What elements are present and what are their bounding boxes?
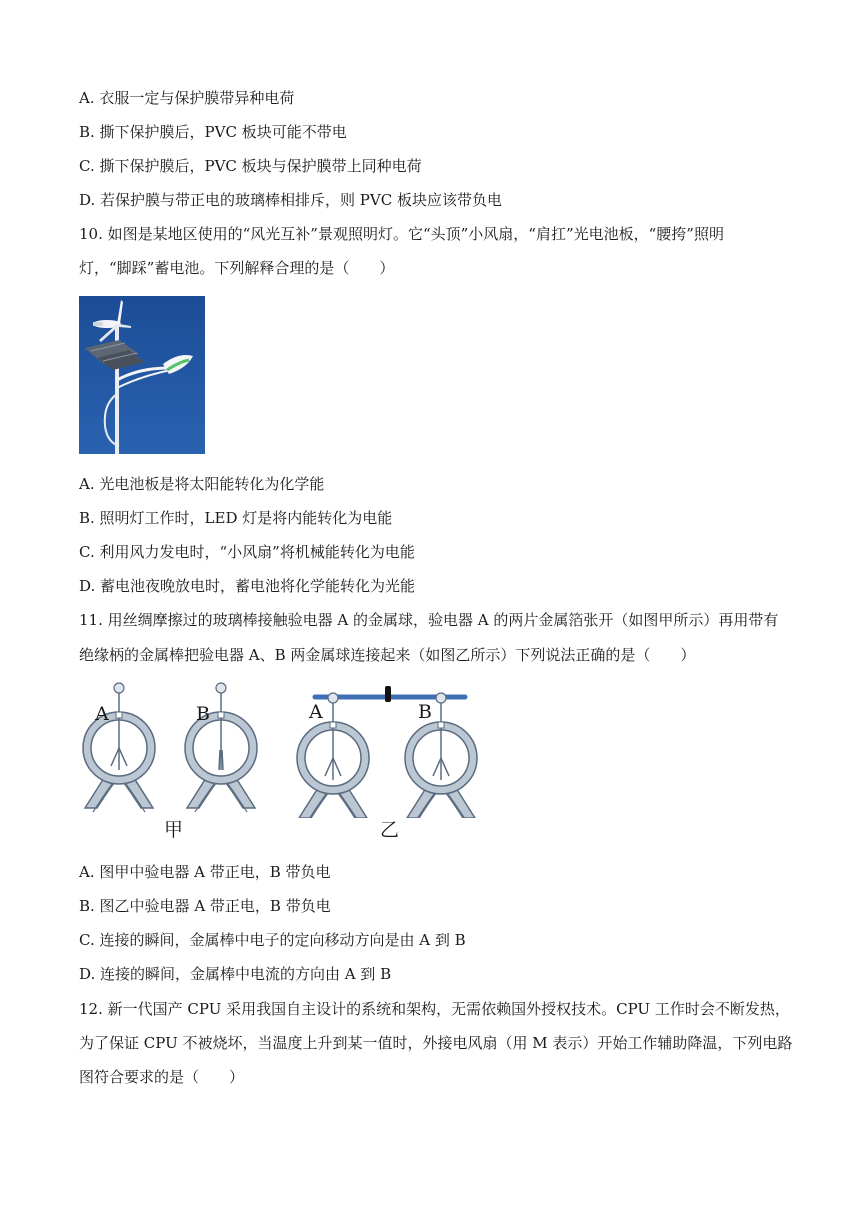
q11-option-a: A. 图甲中验电器 A 带正电，B 带负电 xyxy=(79,863,331,881)
q12-stem-line2: 为了保证 CPU 不被烧坏，当温度上升到某一值时，外接电风扇（用 M 表示）开始工作辅助降温，下列电路 xyxy=(79,1034,793,1052)
electroscope-figure xyxy=(79,678,499,818)
q9-option-c: C. 撕下保护膜后，PVC 板块与保护膜带上同种电荷 xyxy=(79,157,422,175)
q10-option-c: C. 利用风力发电时，“小风扇”将机械能转化为电能 xyxy=(79,543,415,561)
q9-option-d: D. 若保护膜与带正电的玻璃棒相排斥，则 PVC 板块应该带负电 xyxy=(79,191,502,209)
q10-option-d: D. 蓄电池夜晚放电时，蓄电池将化学能转化为光能 xyxy=(79,577,416,595)
fig-label-b-yi: B xyxy=(418,701,432,723)
fig-caption-jia: 甲 xyxy=(164,819,184,841)
fig-label-b-jia: B xyxy=(196,703,210,725)
street-lamp-photo xyxy=(79,296,205,454)
q10-option-a: A. 光电池板是将太阳能转化为化学能 xyxy=(79,475,325,493)
fig-label-a-jia: A xyxy=(95,703,109,725)
q10-stem-line1: 10. 如图是某地区使用的“风光互补”景观照明灯。它“头顶”小风扇，“肩扛”光电池板，“腰挎”照明 xyxy=(79,225,724,243)
q11-option-d: D. 连接的瞬间，金属棒中电流的方向由 A 到 B xyxy=(79,965,392,983)
q9-option-a: A. 衣服一定与保护膜带异种电荷 xyxy=(79,89,295,107)
q12-stem-line1: 12. 新一代国产 CPU 采用我国自主设计的系统和架构，无需依赖国外授权技术。CPU 工作时会不断发热， xyxy=(79,1000,790,1018)
q10-option-b: B. 照明灯工作时，LED 灯是将内能转化为电能 xyxy=(79,509,393,527)
q11-option-b: B. 图乙中验电器 A 带正电，B 带负电 xyxy=(79,897,331,915)
q12-stem-line3: 图符合要求的是（ ） xyxy=(79,1068,245,1086)
q10-stem-line2: 灯，“脚踩”蓄电池。下列解释合理的是（ ） xyxy=(79,259,395,277)
fig-caption-yi: 乙 xyxy=(380,819,400,841)
q11-stem-line1: 11. 用丝绸摩擦过的玻璃棒接触验电器 A 的金属球，验电器 A 的两片金属箔张开（如图甲所示）再用带有 xyxy=(79,611,779,629)
fig-label-a-yi: A xyxy=(309,701,323,723)
q11-stem-line2: 绝缘柄的金属棒把验电器 A、B 两金属球连接起来（如图乙所示）下列说法正确的是（ ） xyxy=(79,646,696,664)
q11-option-c: C. 连接的瞬间，金属棒中电子的定向移动方向是由 A 到 B xyxy=(79,931,466,949)
q9-option-b: B. 撕下保护膜后，PVC 板块可能不带电 xyxy=(79,123,347,141)
